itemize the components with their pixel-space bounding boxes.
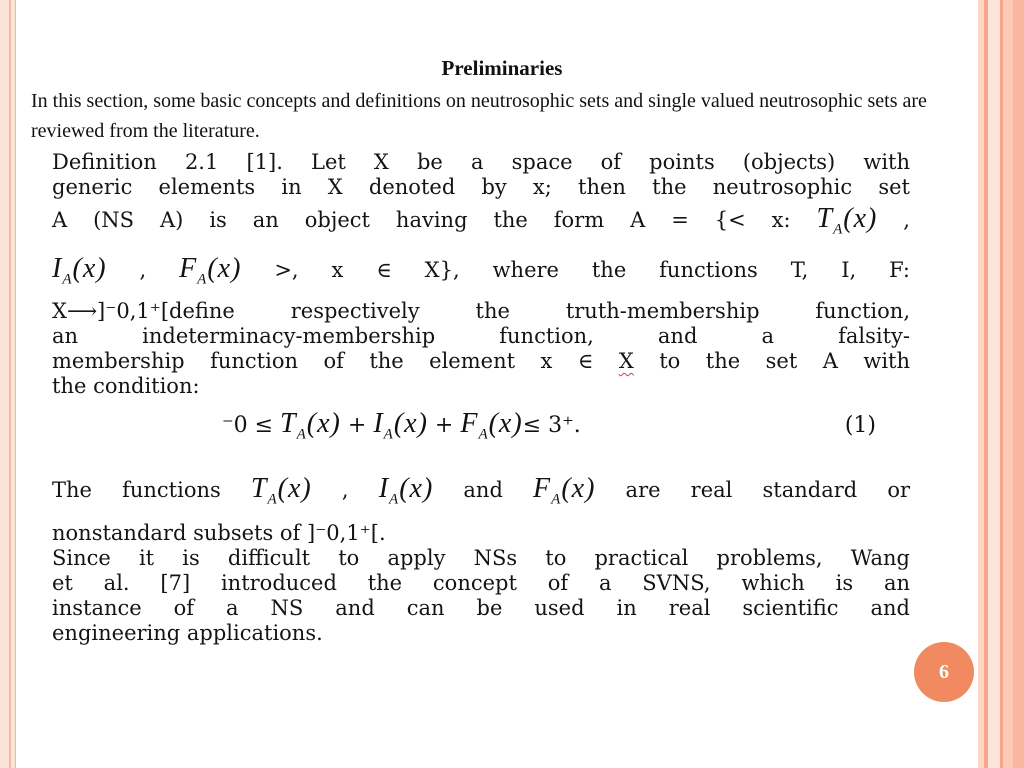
math-T: $T_A(x)$ [280, 408, 341, 443]
definition-text: >, x ∈ X}, where the functions T, I, F: [274, 257, 910, 282]
math-I: $I_A(x)$ [52, 252, 107, 288]
slide-title: Preliminaries [441, 56, 563, 80]
math-F: $F_A(x)$ [533, 473, 596, 508]
math-F: $F_A(x)$ [460, 408, 523, 443]
page-number-badge: 6 [914, 642, 974, 702]
equation-1 [222, 408, 902, 444]
svns-line: nonstandard subsets of ]⁻0,1⁺[. [52, 520, 386, 545]
svns-block [52, 468, 910, 646]
definition-line: $I_A(x)$ , $F_A(x)$ >, x ∈ X}, where the functions T, I, F: [52, 252, 910, 288]
definition-text: membership function of the element x ∈ [52, 349, 594, 374]
svns-line: et al. [7] introduced the concept of a SVNS, which is an [52, 570, 910, 595]
plus-sign: + [434, 413, 454, 439]
svns-text: and [463, 478, 503, 502]
definition-line: A (NS A) is an object having the form A = {< x: $T_A(x)$ , [52, 203, 910, 238]
svns-text: are real standard or [625, 478, 911, 502]
definition-text: A (NS A) is an object having the form A = {< x: [52, 208, 791, 232]
svns-line: The functions $T_A(x)$ , $I_A(x)$ and $F_A(x)$ are real standard or [52, 473, 911, 508]
equation-lhs: ⁻0 ≤ [222, 413, 274, 439]
svns-line: engineering applications. [52, 620, 323, 645]
right-stripe [1013, 0, 1024, 768]
math-T: $T_A(x)$ [816, 203, 878, 238]
plus-sign: + [347, 413, 367, 439]
equation-number: (1) [844, 413, 876, 439]
definition-line: X⟶]⁻0,1⁺[define respectively the truth-membership function, [52, 299, 910, 324]
definition-line: Definition 2.1 [1]. Let X be a space of points (objects) with [52, 150, 910, 174]
definition-line: an indeterminacy-membership function, and a falsity- [52, 324, 910, 349]
math-I: $I_A(x)$ [378, 473, 434, 508]
left-border [0, 0, 16, 768]
equation-rhs: ≤ 3⁺. [522, 413, 581, 439]
definition-line: the condition: [52, 374, 200, 399]
right-stripe [1003, 0, 1013, 768]
definition-block [52, 150, 910, 399]
definition-text: to the set A with [659, 349, 910, 374]
right-stripe [988, 0, 1000, 768]
spellcheck-underlined-x: X [618, 349, 634, 374]
math-F: $F_A(x)$ [179, 252, 242, 288]
definition-line: generic elements in X denoted by x; then the neutrosophic set [52, 175, 910, 199]
math-T: $T_A(x)$ [250, 473, 312, 508]
svns-line: Since it is difficult to apply NSs to practical problems, Wang [52, 545, 910, 570]
left-border-line [9, 0, 11, 768]
intro-paragraph: In this section, some basic concepts and definitions on neutrosophic sets and single valued neutrosophic sets are reviewed from the literature. [31, 90, 927, 142]
svns-line: instance of a NS and can be used in real scientific and [52, 595, 910, 620]
math-I: $I_A(x)$ [373, 408, 428, 443]
definition-line [52, 349, 910, 374]
svns-text: The functions [52, 478, 221, 502]
